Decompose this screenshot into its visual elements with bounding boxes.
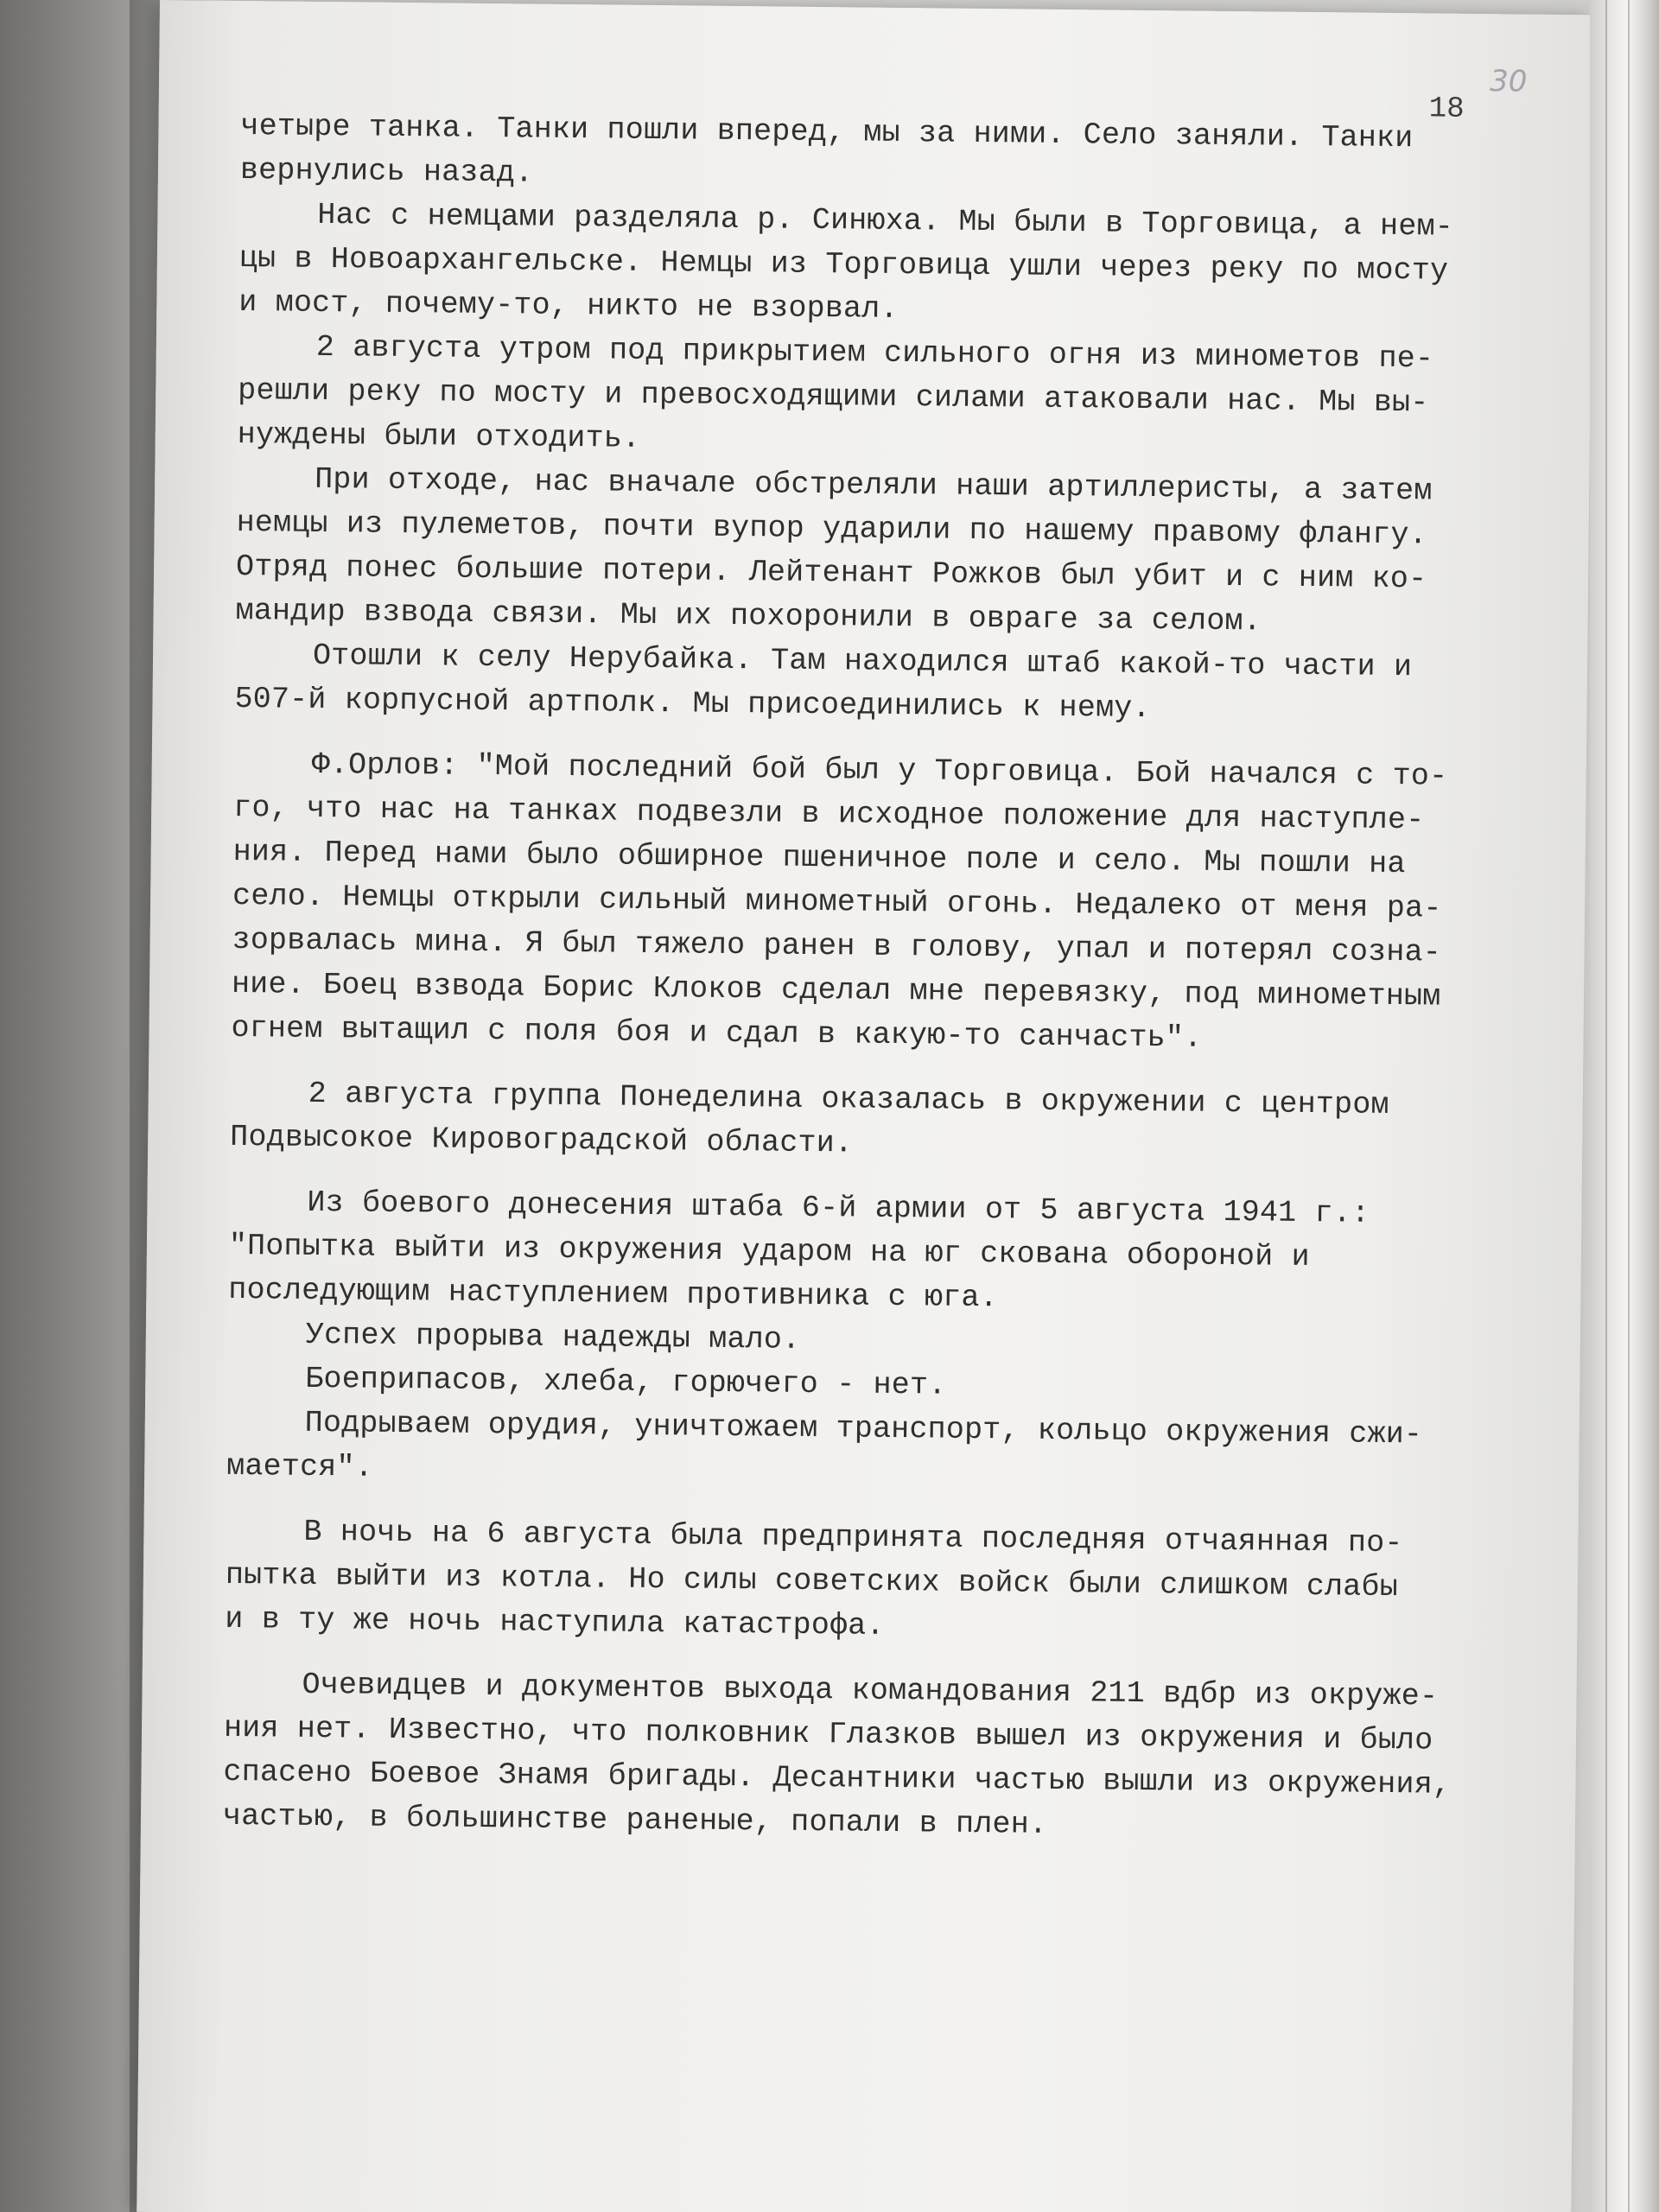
paragraph [225,1510,1531,1656]
paragraph [223,1662,1529,1853]
text-line: Из боевого донесения штаба 6-й армии от 5 августа 1941 г.: [307,1185,1370,1231]
paragraph [234,633,1540,735]
text-line: ние. Боец взвода Борис Клоков сделал мне перевязку, под минометным [231,966,1441,1014]
text-line: 507-й корпусной артполк. Мы присоединились к нему. [234,681,1151,727]
paragraph [238,193,1545,339]
text-line: ния нет. Известно, что полковник Глазков вышел из окружения и было [223,1710,1433,1758]
paragraph [237,325,1543,471]
paragraph [231,742,1539,1065]
text-line: Ф.Орлов: "Мой последний бой был у Торговица. Бой начался с то- [311,747,1448,794]
text-line: мандир взвода связи. Мы их похоронили в овраге за селом. [235,593,1262,639]
text-line: ния. Перед нами было обширное пшеничное поле и село. Мы пошли на [232,834,1406,882]
page-edge-line [1628,0,1630,2212]
text-line: Нас с немцами разделяла р. Синюха. Мы были в Торговица, а нем- [317,197,1454,245]
text-line: При отходе, нас вначале обстреляли наши артиллеристы, а затем [314,461,1433,509]
stack-edge [1590,0,1659,2212]
text-line: и в ту же ночь наступила катастрофа. [225,1601,885,1643]
text-line: 2 августа группа Понеделина оказалась в окружении с центром [308,1076,1389,1122]
text-line: огнем вытащил с поля боя и сдал в какую-то санчасть". [231,1010,1203,1056]
text-line: нуждены были отходить. [237,416,641,456]
paragraph [235,457,1541,647]
text-line: го, что нас на танках подвезли в исходное положение для наступле- [233,790,1425,838]
text-line: зорвалась мина. Я был тяжело ранен в голову, упал и потерял созна- [232,922,1442,970]
document-page [137,0,1594,2212]
text-line: цы в Новоархангельске. Немцы из Торговица ушли через реку по мосту [238,240,1449,289]
text-line: пытка выйти из котла. Но силы советских войск были слишком слабы [225,1557,1399,1605]
paragraph [226,1401,1532,1503]
paragraph [240,105,1546,207]
text-line: 2 августа утром под прикрытием сильного огня из минометов пе- [315,329,1434,377]
text-line: последующим наступлением противника с юга. [228,1272,999,1316]
text-line: село. Немцы открыли сильный минометный огонь. Недалеко от меня ра- [232,878,1442,926]
text-line: В ночь на 6 августа была предпринята последняя отчаянная по- [303,1514,1403,1561]
text-line: вернулись назад. [239,152,534,191]
text-line: Отошли к селу Нерубайка. Там находился штаб какой-то части и [312,638,1413,685]
text-line: "Попытка выйти из окружения ударом на юг скована обороной и [228,1228,1311,1275]
text-line: спасено Боевое Знамя бригады. Десантники частью вышли из окружения, [223,1754,1452,1802]
text-line: мается". [226,1448,374,1485]
document-body [223,105,1546,1853]
text-line: Подвысокое Кировоградской области. [230,1119,854,1161]
text-line: и мост, почему-то, никто не взорвал. [238,284,899,327]
text-line: четыре танка. Танки пошли вперед, мы за ними. Село заняли. Танки [240,108,1414,156]
text-line: Очевидцев и документов выхода командования 211 вдбр из окруже- [302,1667,1439,1714]
text-line: немцы из пулеметов, почти вупор ударили по нашему правому флангу. [236,505,1428,553]
text-line: Отряд понес большие потери. Лейтенант Рожков был убит и с ним ко- [235,549,1427,597]
archive-page-number: 30 [1489,64,1528,99]
text-line: решли реку по мосту и превосходящими силами атаковали нас. Мы вы- [238,372,1429,421]
text-line: Боеприпасов, хлеба, горючего - нет. [305,1361,947,1403]
page-edge-line [1605,0,1607,2212]
text-line: частью, в большинстве раненые, попали в плен. [222,1798,1048,1842]
text-line: Подрываем орудия, уничтожаем транспорт, кольцо окружения сжи- [304,1405,1423,1452]
paragraph [228,1224,1534,1326]
paragraph [230,1071,1535,1173]
text-line: Успех прорыва надежды мало. [305,1317,801,1357]
page-number: 18 [1428,92,1465,126]
